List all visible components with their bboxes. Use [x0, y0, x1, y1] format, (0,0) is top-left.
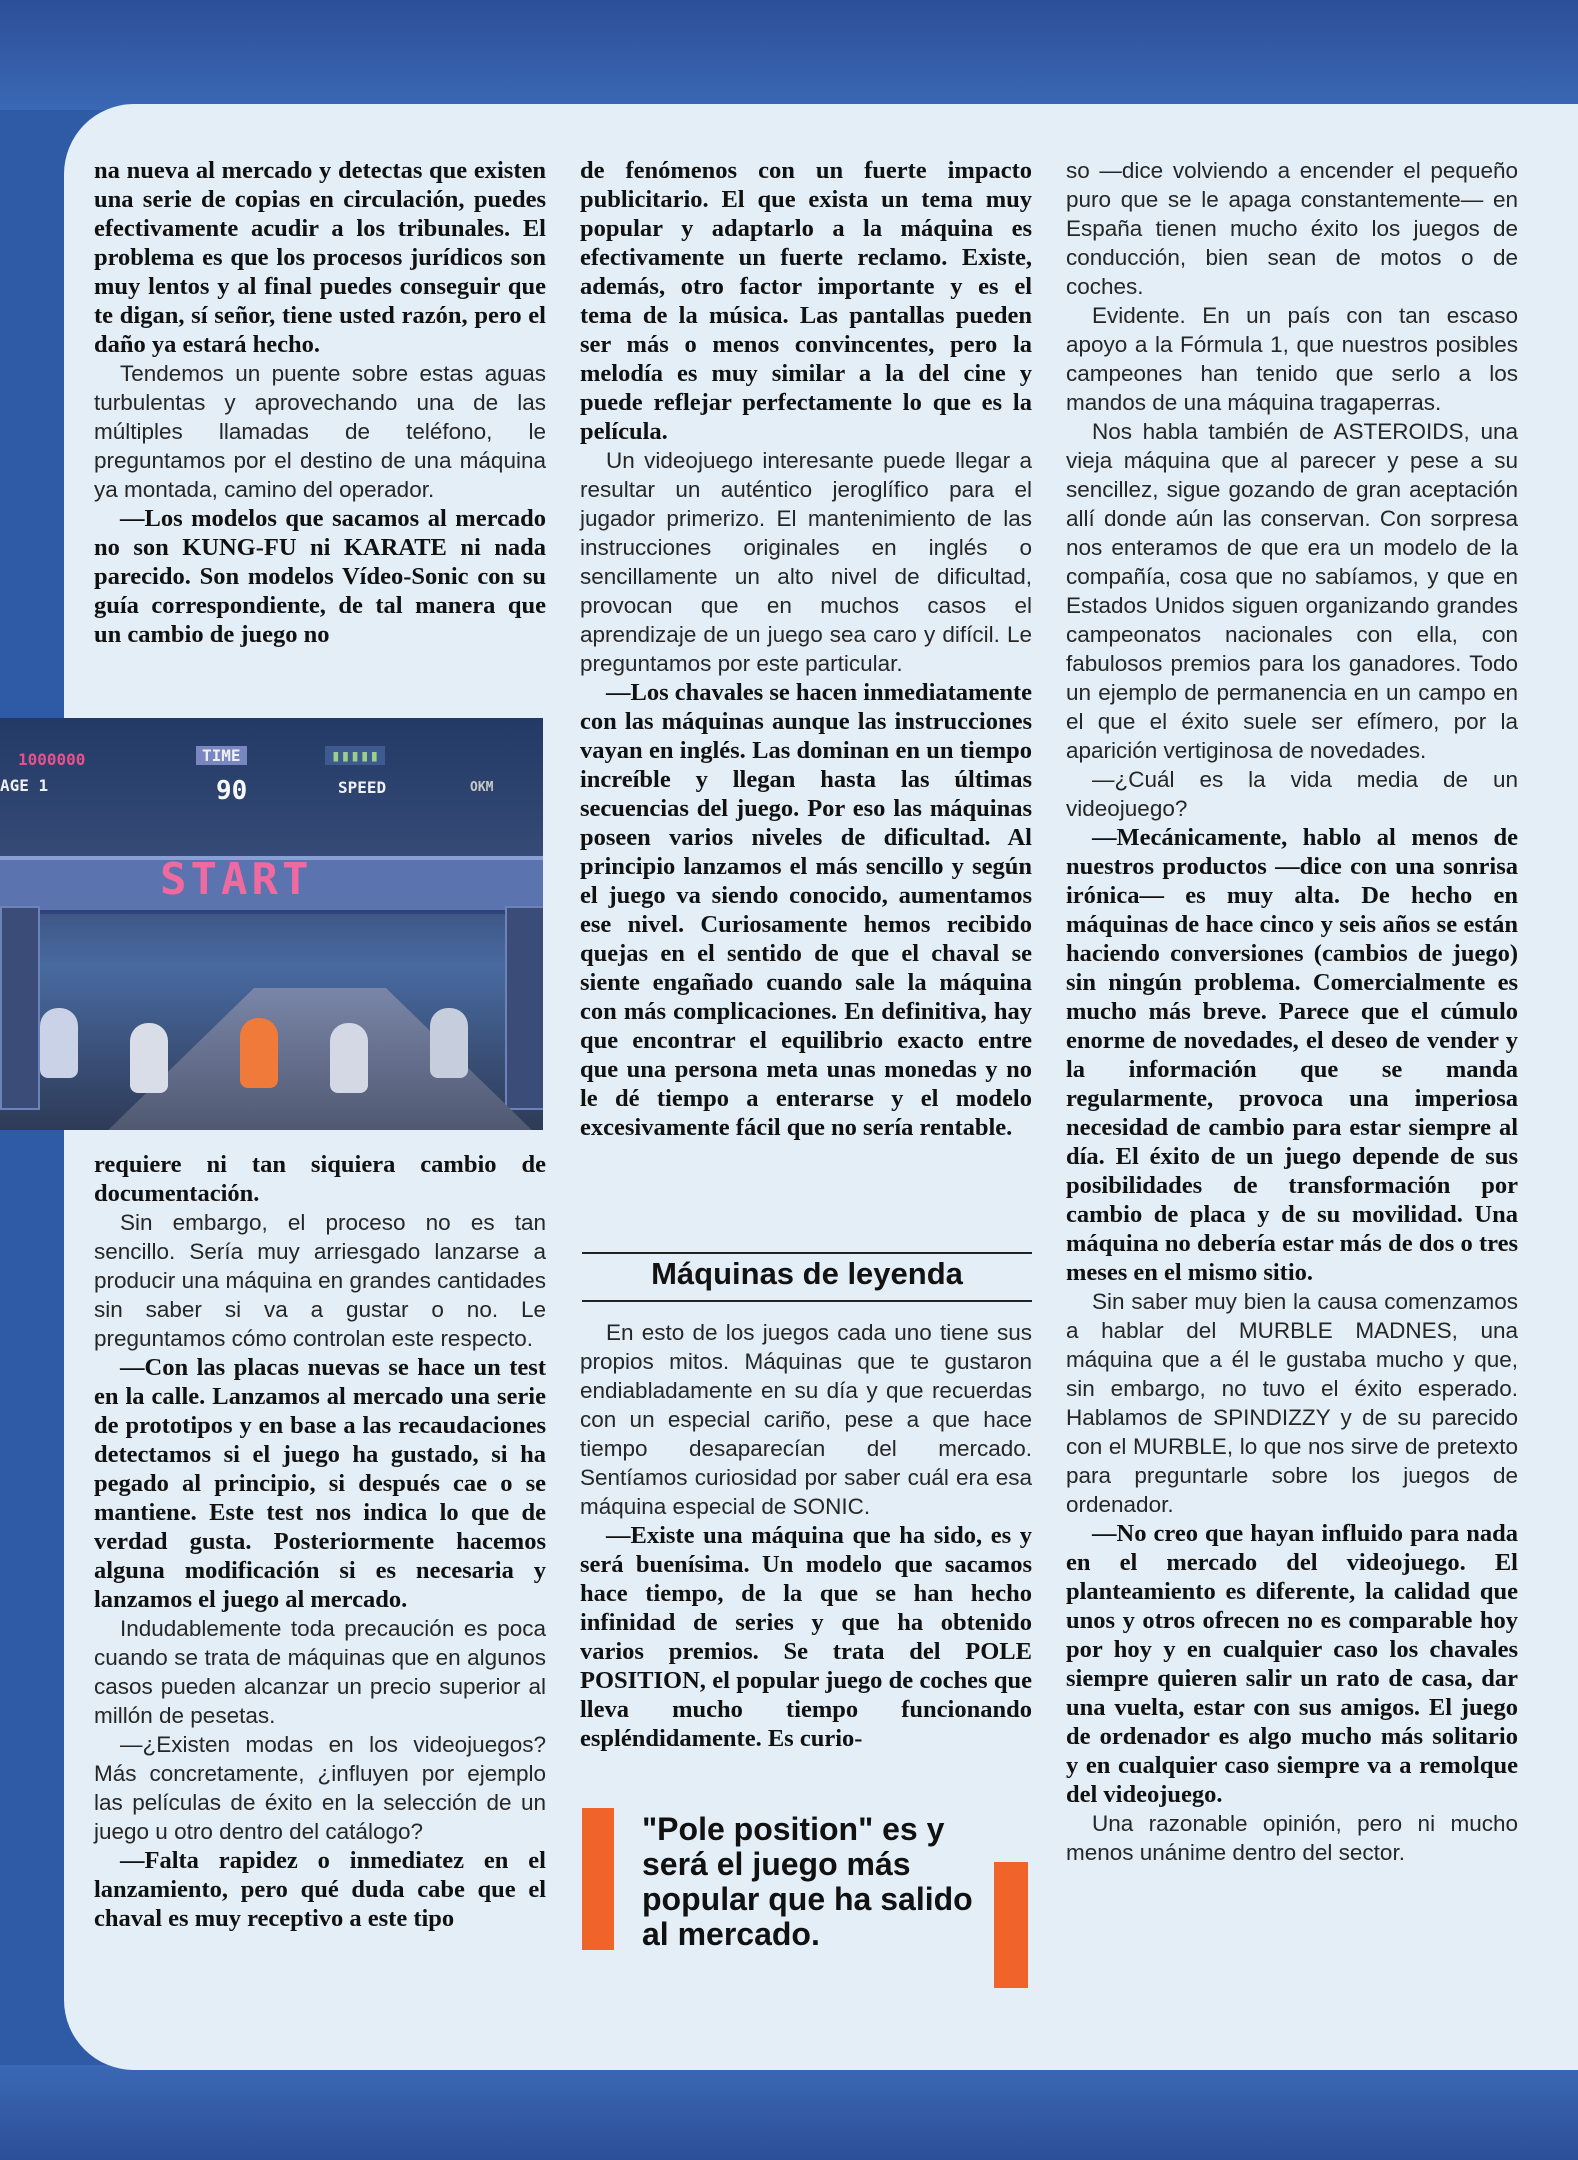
paragraph: —No creo que hayan influido para nada en el mercado del videojuego. El planteamiento es diferente, la calidad que unos y otros ofrecen no es comparable hoy por hoy y en cualquier caso los chavales siempre quieren salir un rato de casa, dar una vuelta, estar con sus amigos. El juego de ordenador es algo mucho más solitario y en cualquier caso siempre va a remolque del videojuego. [1066, 1520, 1518, 1808]
motorbike [40, 1008, 78, 1078]
hud-time-value: 90 [216, 776, 248, 806]
paragraph: —Los modelos que sacamos al mercado no son KUNG-FU ni KARATE ni nada parecido. Son modelos Vídeo-Sonic con su guía correspondiente, de tal manera que un cambio de juego no [94, 505, 546, 648]
paragraph: —Falta rapidez o inmediatez en el lanzamiento, pero qué duda cabe que el chaval es muy receptivo a este tipo [94, 1847, 546, 1932]
hud-stage: AGE 1 [0, 776, 49, 795]
paragraph: Evidente. En un país con tan escaso apoyo a la Fórmula 1, que nuestros posibles campeones han tenido que serlo a los mandos de una máquina tragaperras. [1066, 303, 1518, 415]
hud-score: 1000000 [18, 750, 86, 769]
paragraph: Sin saber muy bien la causa comenzamos a hablar del MURBLE MADNES, una máquina que a él le gustaba mucho y que, sin embargo, no tuvo el éxito esperado. Hablamos de SPINDIZZY y de su parecido con el MURBLE, lo que nos sirve de pretexto para preguntarle sobre los juegos de ordenador. [1066, 1289, 1518, 1517]
section-heading: Máquinas de leyenda [651, 1256, 963, 1291]
quote-accent-left [582, 1808, 614, 1950]
paragraph: Sin embargo, el proceso no es tan sencillo. Sería muy arriesgado lanzarse a producir una máquina en grandes cantidades sin saber si va a gustar o no. Le preguntamos cómo controlan este respecto. [94, 1210, 546, 1351]
paragraph: Nos habla también de ASTEROIDS, una vieja máquina que al parecer y pese a su sencillez, sigue gozando de gran aceptación allí donde aún las conservan. Con sorpresa nos enteramos de que era un modelo de la compañía, cosa que no sabíamos, y que en Estados Unidos siguen organizando grandes campeonatos nacionales con ella, con fabulosos premios para los ganadores. Todo un ejemplo de permanencia en un campo en el que el éxito suele ser efímero, por la aparición vertiginosa de novedades. [1066, 419, 1518, 763]
motorbike [130, 1023, 168, 1093]
paragraph: Una razonable opinión, pero ni mucho menos unánime dentro del sector. [1066, 1811, 1518, 1865]
heading-rule-top [582, 1252, 1032, 1254]
motorbike [240, 1018, 278, 1088]
paragraph-text: so —dice volviendo a encender el pequeño puro que se le apaga constantemente— en España tienen mucho éxito los juegos de conducción, bien sean de motos o de coches. [1066, 158, 1518, 299]
hud-gear: ▮▮▮▮▮ [325, 746, 385, 765]
paragraph: —Mecánicamente, hablo al menos de nuestros productos —dice con una sonrisa irónica— es muy alta. De hecho en máquinas de hace cinco y seis años se están haciendo conversiones (cambios de juego) sin ningún problema. Comercialmente es mucho más breve. Parece que el cúmulo enorme de novedades, el deseo de vender y la información que se manda regularmente, provoca una imperiosa necesidad de cambio para estar siempre al día. El éxito de un juego depende de sus posibilidades de transformación por cambio de placa y de su movilidad. Una máquina no debería estar más de dos o tres meses en el mismo sitio. [1066, 824, 1518, 1286]
paragraph: na nueva al mercado y detectas que existen una serie de copias en circulación, puedes efectivamente acudir a los tribunales. El problema es que los procesos jurídicos son muy lentos y al final puedes conseguir que te digan, sí señor, tiene usted razón, pero el daño ya estará hecho. [94, 157, 546, 358]
motorbike [430, 1008, 468, 1078]
paragraph: Un videojuego interesante puede llegar a resultar un auténtico jeroglífico para el jugador primerizo. El mantenimiento de las instrucciones originales en inglés o sencillamente un alto nivel de dificultad, provocan que en muchos casos el aprendizaje de un juego sea caro y difícil. Le preguntamos por este particular. [580, 448, 1032, 676]
bottom-band [0, 2065, 1578, 2160]
paragraph: —Con las placas nuevas se hace un test en la calle. Lanzamos al mercado una serie de prototipos y en base a las recaudaciones detectamos si el juego ha gustado, si ha pegado al principio, si después cae o se mantiene. Este test nos indica lo que de verdad gusta. Posteriormente hacemos alguna modificación si es necesaria y lanzamos el juego al mercado. [94, 1354, 546, 1613]
column-left-bottom [94, 1150, 546, 1933]
paragraph: —¿Existen modas en los videojuegos? Más concretamente, ¿influyen por ejemplo las películas de éxito en la selección de un juego u otro dentro del catálogo? [94, 1732, 546, 1844]
game-hud [0, 746, 543, 806]
paragraph: requiere ni tan siquiera cambio de documentación. [94, 1151, 546, 1207]
hud-speed-label: SPEED [338, 778, 387, 797]
paragraph: En esto de los juegos cada uno tiene sus propios mitos. Máquinas que te gustaron endiabladamente en su día y que recuerdas con un especial cariño, pese a que hace tiempo desaparecían del mercado. Sentíamos curiosidad por saber cuál era esa máquina especial de SONIC. [580, 1320, 1032, 1519]
pull-quote: "Pole position" es y será el juego más popular que ha salido al mercado. [642, 1811, 973, 1952]
hud-speed-unit: OKM [470, 780, 494, 795]
column-right [1066, 156, 1518, 1867]
heading-rule-bottom [582, 1300, 1032, 1302]
paragraph: de fenómenos con un fuerte impacto publicitario. El que exista un tema muy popular y adaptarlo a la máquina es efectivamente un fuerte reclamo. Existe, además, otro factor importante y es el tema de la música. Las pantallas pueden ser más o menos convincentes, pero la melodía es muy similar a la del cine y puede reflejar perfectamente lo que es la película. [580, 157, 1032, 445]
paragraph: Tendemos un puente sobre estas aguas turbulentas y aprovechando una de las múltiples llamadas de teléfono, le preguntamos por el destino de una máquina ya montada, camino del operador. [94, 361, 546, 502]
start-text: START [160, 854, 313, 905]
column-middle-top [580, 156, 1032, 1142]
game-screenshot [0, 718, 543, 1130]
pillar [505, 906, 543, 1110]
paragraph: Indudablemente toda precaución es poca cuando se trata de máquinas que en algunos casos pueden alcanzar un precio superior al millón de pesetas. [94, 1616, 546, 1728]
pillar [0, 906, 40, 1110]
paragraph: —¿Cuál es la vida media de un videojuego? [1066, 767, 1518, 821]
column-middle-bottom [580, 1318, 1032, 1753]
motorbike [330, 1023, 368, 1093]
paragraph [1066, 156, 1518, 301]
paragraph: —Existe una máquina que ha sido, es y será buenísima. Un modelo que sacamos hace tiempo, de la que se han hecho infinidad de series y que ha obtenido varios premios. Se trata del POLE POSITION, el popular juego de coches que lleva mucho tiempo funcionando espléndidamente. Es curio- [580, 1522, 1032, 1752]
hud-time-label: TIME [196, 746, 247, 765]
top-band [0, 0, 1578, 110]
paragraph: —Los chavales se hacen inmediatamente con las máquinas aunque las instrucciones vayan en inglés. Las dominan en un tiempo increíble y llegan hasta las últimas secuencias del juego. Por eso las máquinas poseen varios niveles de dificultad. Al principio lanzamos el más sencillo y según el juego va siendo conocido, aumentamos ese nivel. Curiosamente hemos recibido quejas en el sentido de que el chaval se siente engañado cuando sale la máquina con más complicaciones. En definitiva, hay que encontrar el equilibrio exacto entre que una persona meta unas monedas y no le dé tiempo a enterarse y el modelo excesivamente fácil que no sería rentable. [580, 679, 1032, 1141]
column-left-top [94, 156, 546, 649]
